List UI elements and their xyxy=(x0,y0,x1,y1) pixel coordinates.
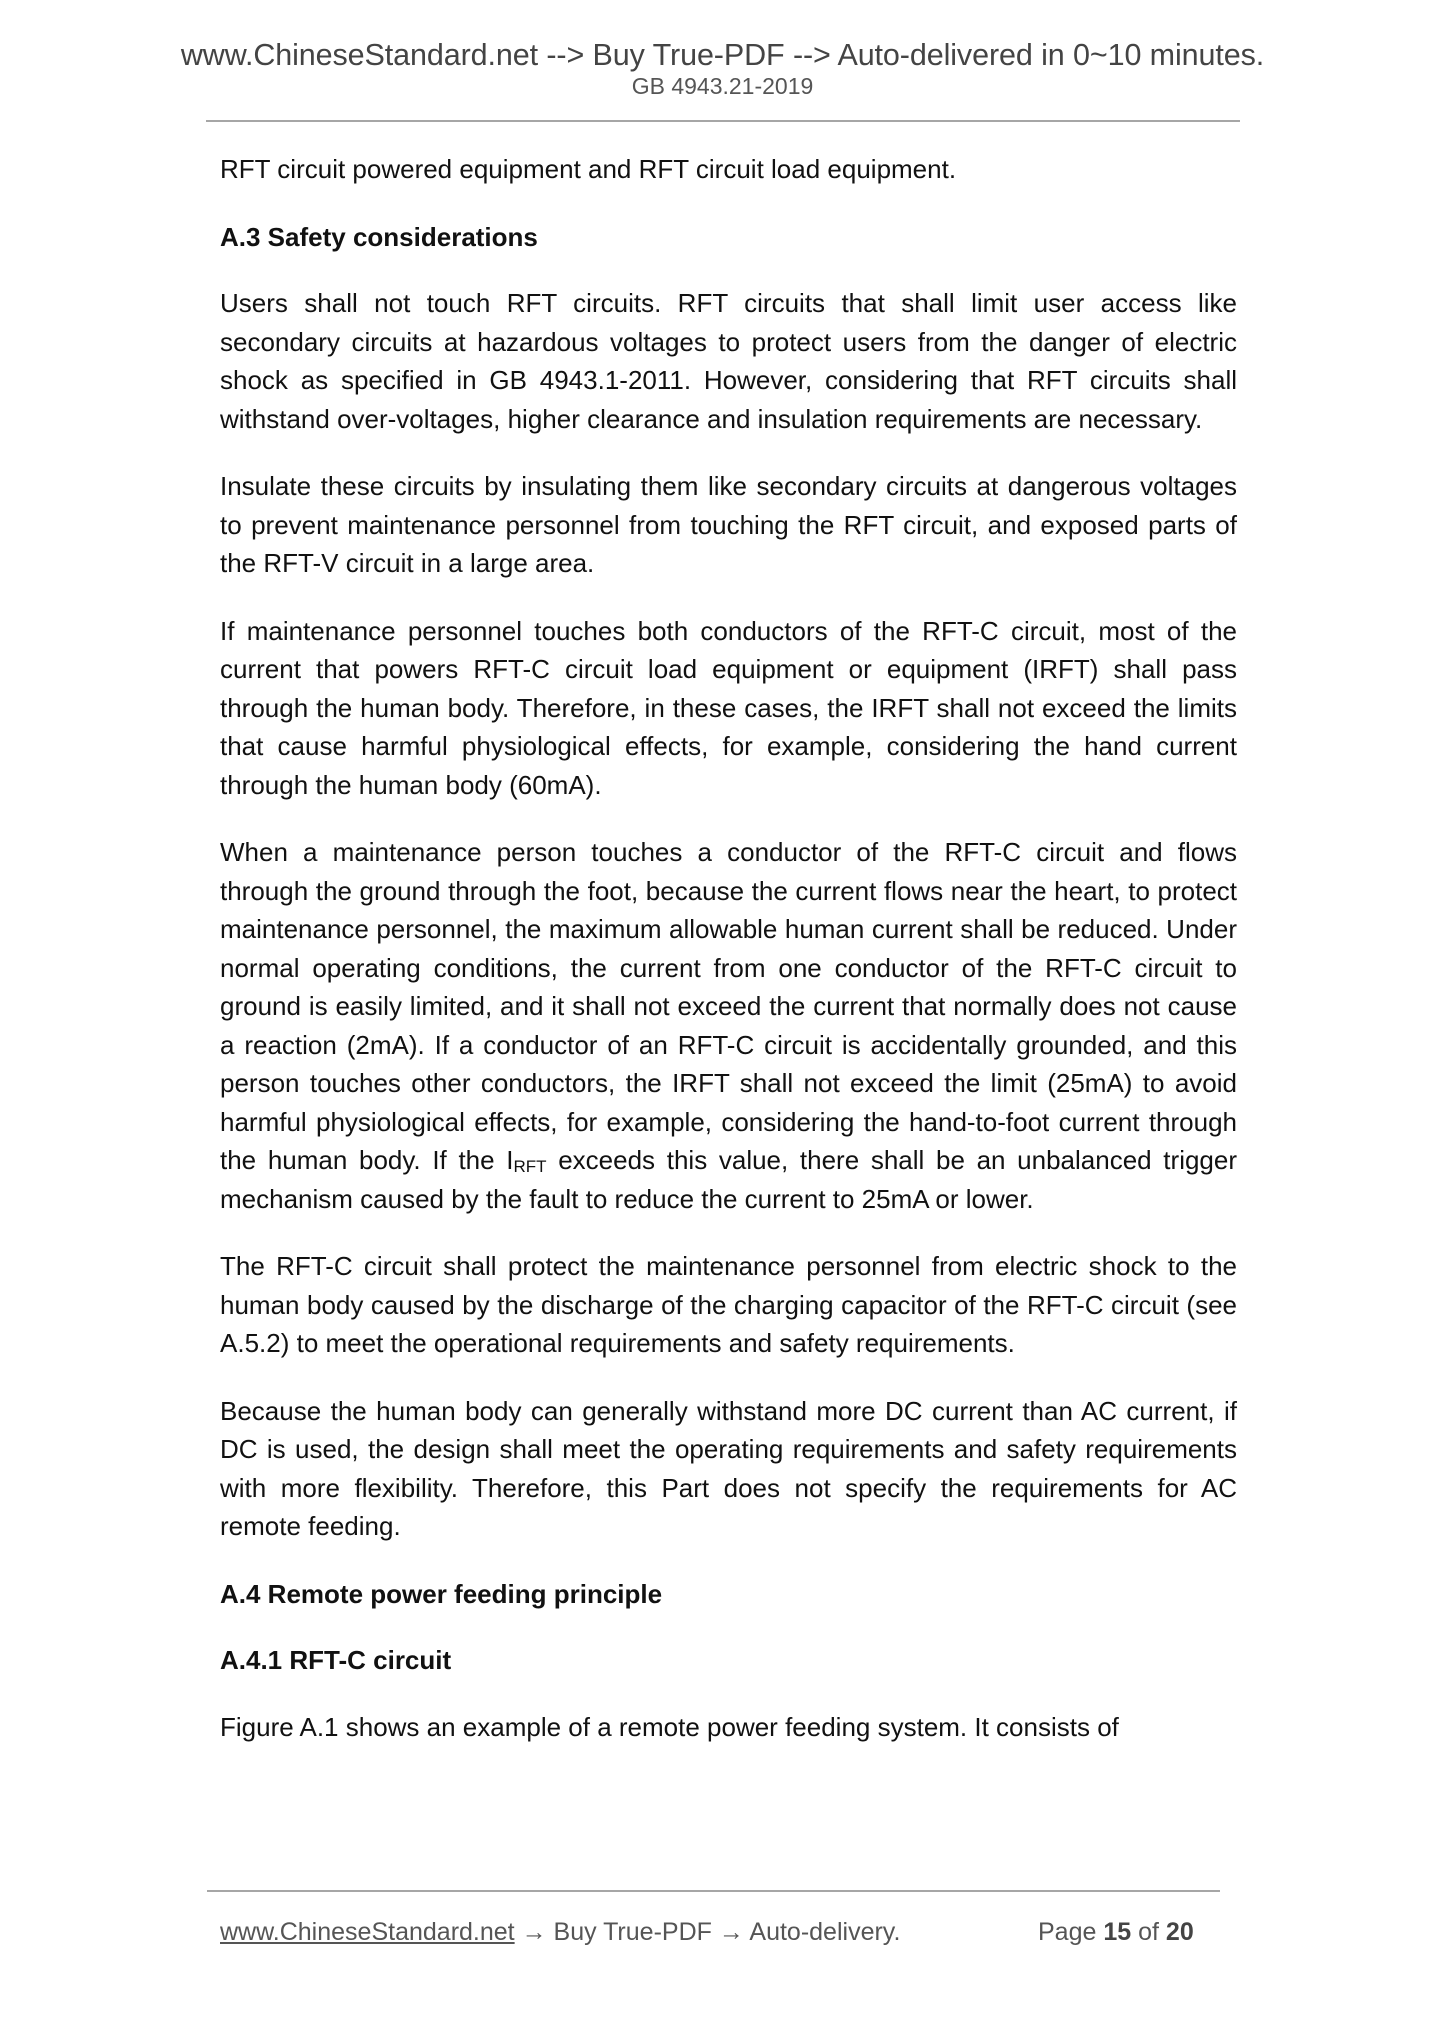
header-divider xyxy=(206,120,1240,122)
paragraph: Insulate these circuits by insulating them like secondary circuits at dangerous voltages to prevent maintenance personnel from touching the RFT circuit, and exposed parts of the RFT-V circuit in a large area. xyxy=(220,471,1237,578)
page-label: Page xyxy=(1038,1918,1097,1946)
paragraph-text: exceeds this value, there shall be an unbalanced trigger mechanism caused by the fault to reduce the current to 25mA or lower. xyxy=(220,1145,1238,1214)
subscript-rft: RFT xyxy=(513,1157,547,1176)
paragraph: If maintenance personnel touches both conductors of the RFT-C circuit, most of the current that powers RFT-C circuit load equipment or equipment (IRFT) shall pass through the human body. Therefore, in these cases, the IRFT shall not exceed the limits that cause harmful physiological effects, for example, considering the hand current through the human body (60mA). xyxy=(220,615,1237,800)
page-content xyxy=(220,150,1237,1775)
footer-divider xyxy=(207,1890,1220,1892)
section-heading-a4: A.4 Remote power feeding principle xyxy=(220,1578,663,1609)
page-indicator xyxy=(1038,1920,1194,1945)
paragraph-text: When a maintenance person touches a conductor of the RFT-C circuit and flows through the ground through the foot, because the current flows near the heart, to protect maintenance personnel, the maximum allowable human current shall be reduced. Under normal operating conditions, the current from one conductor of the RFT-C circuit to ground is easily limited, and it shall not exceed the current that normally does not cause a reaction (2mA). If a conductor of an RFT-C circuit is accidentally grounded, and this person touches other conductors, the IRFT shall not exceed the limit (25mA) to avoid harmful physiological effects, for example, considering the hand-to-foot current through the human body. If the I xyxy=(220,837,1237,1175)
paragraph xyxy=(220,833,1237,1218)
of-label: of xyxy=(1138,1918,1159,1946)
paragraph: The RFT-C circuit shall protect the maintenance personnel from electric shock to the human body caused by the discharge of the charging capacitor of the RFT-C circuit (see A.5.2) to meet the operational requirements and safety requirements. xyxy=(220,1251,1237,1358)
total-pages: 20 xyxy=(1165,1918,1194,1946)
header-banner: www.ChineseStandard.net --> Buy True-PDF --> Auto-delivered in 0~10 minutes. xyxy=(180,38,1265,72)
paragraph: Users shall not touch RFT circuits. RFT circuits that shall limit user access like secondary circuits at hazardous voltages to protect users from the danger of electric shock as specified in GB 4943.1-2011. However, considering that RFT circuits shall withstand over-voltages, higher clearance and insulation requirements are necessary. xyxy=(220,288,1237,434)
footer xyxy=(220,1920,1220,1945)
footer-website-link[interactable]: www.ChineseStandard.net xyxy=(220,1918,515,1946)
section-heading-a3: A.3 Safety considerations xyxy=(220,221,538,252)
footer-trail: → Buy True-PDF → Auto-delivery. xyxy=(514,1918,901,1946)
paragraph: Because the human body can generally withstand more DC current than AC current, if DC is used, the design shall meet the operating requirements and safety requirements with more flexibility. Therefore, this Part does not specify the requirements for AC remote feeding. xyxy=(220,1395,1237,1541)
paragraph: Figure A.1 shows an example of a remote power feeding system. It consists of xyxy=(220,1711,1119,1742)
current-page: 15 xyxy=(1103,1918,1132,1946)
continuation-paragraph: RFT circuit powered equipment and RFT circuit load equipment. xyxy=(220,154,957,184)
subsection-heading-a4-1: A.4.1 RFT-C circuit xyxy=(220,1645,452,1675)
standard-number: GB 4943.21-2019 xyxy=(631,73,814,99)
